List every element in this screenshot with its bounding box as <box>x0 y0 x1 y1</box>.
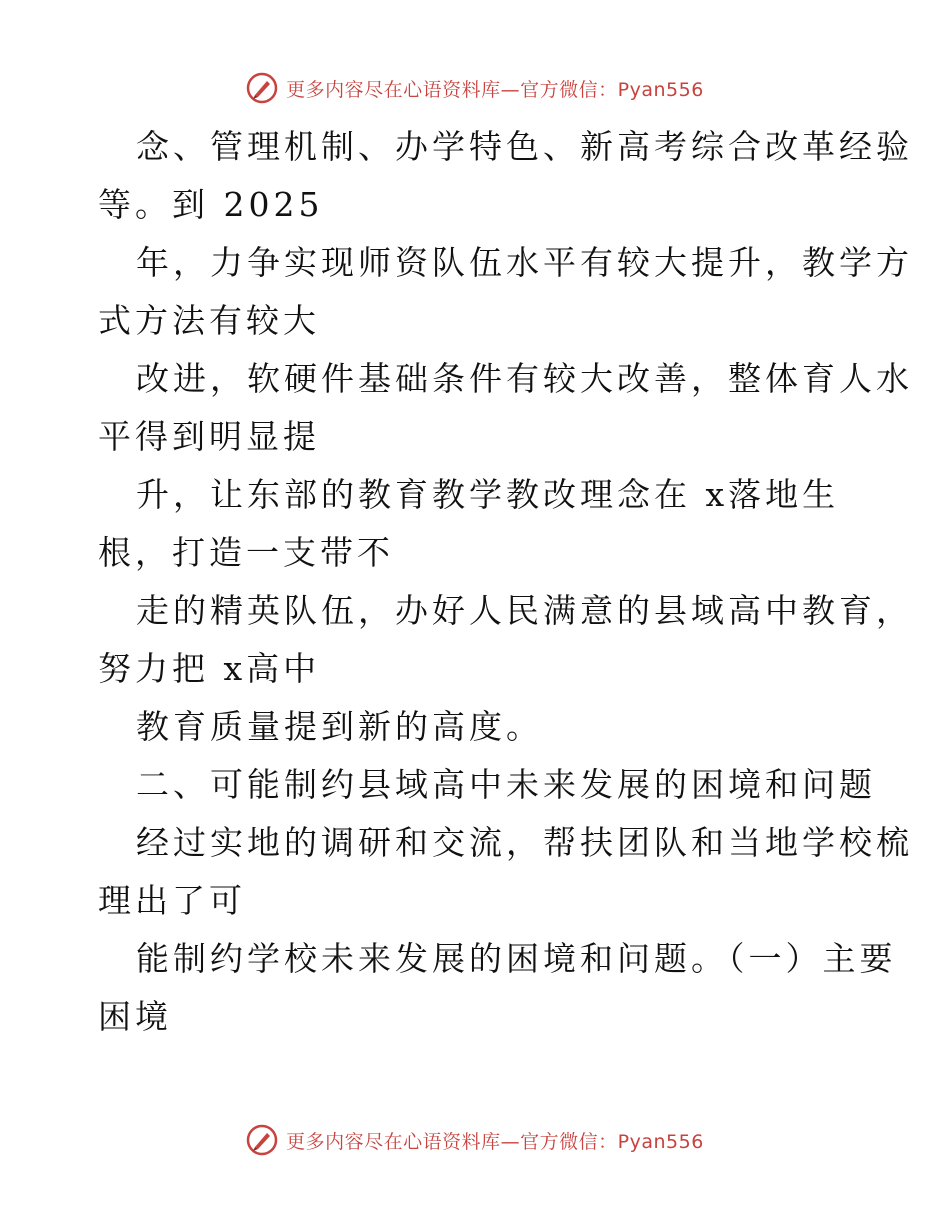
pen-logo-icon <box>246 72 278 104</box>
text-line: 教育质量提到新的高度。 <box>136 707 543 746</box>
text-line: 升，让东部的教育教学教改理念在 x落地生 <box>136 475 840 514</box>
text-line: 平得到明显提 <box>98 417 320 456</box>
text-line: 困境 <box>98 997 172 1036</box>
document-body <box>98 118 913 1046</box>
text-line: 念、管理机制、办学特色、新高考综合改革经验 <box>136 127 913 166</box>
text-line: 经过实地的调研和交流，帮扶团队和当地学校梳 <box>136 823 913 862</box>
section-heading: 二、可能制约县域高中未来发展的困境和问题 <box>136 765 876 804</box>
text-line: 等。到 2025 <box>98 185 324 224</box>
watermark-text: 更多内容尽在心语资料库—官方微信：Pyan556 <box>286 78 704 101</box>
text-line: 走的精英队伍，办好人民满意的县域高中教育， <box>136 591 913 630</box>
text-line: 年，力争实现师资队伍水平有较大提升，教学方 <box>136 243 913 282</box>
pen-logo-icon <box>246 1124 278 1156</box>
text-line: 努力把 x高中 <box>98 649 321 688</box>
header-watermark <box>0 72 950 104</box>
watermark-text: 更多内容尽在心语资料库—官方微信：Pyan556 <box>286 1130 704 1153</box>
text-line: 式方法有较大 <box>98 301 320 340</box>
text-line: 改进，软硬件基础条件有较大改善，整体育人水 <box>136 359 913 398</box>
text-line: 能制约学校未来发展的困境和问题。（一）主要 <box>136 939 897 978</box>
text-line: 根，打造一支带不 <box>98 533 394 572</box>
text-line: 理出了可 <box>98 881 246 920</box>
footer-watermark <box>0 1124 950 1156</box>
